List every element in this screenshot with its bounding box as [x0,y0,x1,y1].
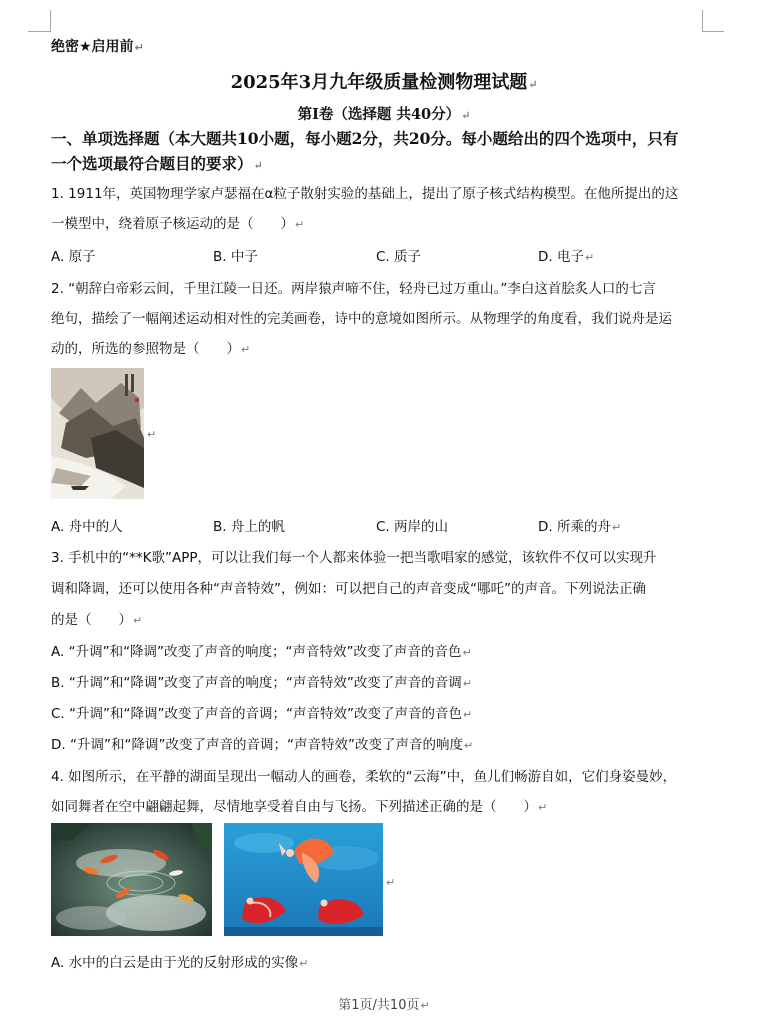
dancers-stage-photo [224,823,383,936]
paragraph-mark: ↵ [462,646,472,659]
q3-option-b: B. “升调”和“降调”改变了声音的响度；“声音特效”改变了声音的音调↵ [51,675,473,691]
koi-pond-photo [51,823,212,936]
paragraph-mark: ↵ [462,708,473,721]
exam-title: 2025年3月九年级质量检测物理试题↵ [230,72,538,93]
q4-line-2: 如同舞者在空中翩翩起舞，尽情地享受着自由与飞扬。下列描述正确的是（ ）↵ [51,799,548,815]
q1-option-d: D. 电子↵ [538,249,595,265]
crop-mark-top-right-horizontal [702,31,724,32]
paragraph-mark: ↵ [463,739,474,752]
paragraph-mark: ↵ [253,159,263,172]
section-heading-line-1: 一、单项选择题（本大题共10小题，每小题2分，共20分。每小题给出的四个选项中，只有 [51,129,679,148]
q2-option-c: C. 两岸的山 [376,519,449,535]
crop-mark-top-right-vertical [702,10,703,32]
q2-options [51,515,691,535]
q3-line-2: 调和降调，还可以使用各种“声音特效”，例如：可以把自己的声音变成“哪吒”的声音。下列说法正确 [51,581,646,597]
q3-option-a: A. “升调”和“降调”改变了声音的响度；“声音特效”改变了声音的音色↵ [51,644,472,660]
paragraph-mark: ↵ [299,957,309,970]
q1-option-c: C. 质子 [376,249,422,265]
paragraph-mark: ↵ [295,218,305,231]
q1-options [51,245,691,265]
q3-line-3: 的是（ ）↵ [51,612,143,628]
page-footer: 第1页/共10页↵ [338,998,430,1013]
paragraph-mark: ↵ [462,677,473,690]
paragraph-mark: ↵ [461,109,471,122]
q2-line-2: 绝句，描绘了一幅阐述运动相对性的完美画卷，诗中的意境如图所示。从物理学的角度看，我们说舟是运 [51,311,672,327]
q1-option-b: B. 中子 [213,249,258,265]
q1-option-a: A. 原子 [51,249,96,265]
q1-line-1: 1. 1911年，英国物理学家卢瑟福在α粒子散射实验的基础上，提出了原子核式结构模型。在他所提出的这 [51,186,679,202]
landscape-painting-image [51,368,144,499]
paragraph-mark: ↵ [133,614,143,627]
paragraph-mark: ↵ [134,41,144,54]
paragraph-mark: ↵ [584,251,595,264]
q3-option-d: D. “升调”和“降调”改变了声音的音调；“声音特效”改变了声音的响度↵ [51,737,474,753]
q2-line-3: 动的，所选的参照物是（ ）↵ [51,341,251,357]
paragraph-mark: ↵ [528,78,538,91]
paragraph-mark: ↵ [538,801,548,814]
q2-option-d: D. 所乘的舟↵ [538,519,622,535]
paragraph-mark: ↵ [241,343,251,356]
paragraph-mark: ↵ [420,999,430,1012]
q2-option-b: B. 舟上的帆 [213,519,285,535]
paragraph-mark: ↵ [386,876,396,889]
q4-option-a: A. 水中的白云是由于光的反射形成的实像↵ [51,955,309,971]
secret-label: 绝密★启用前↵ [51,39,144,55]
q3-option-c: C. “升调”和“降调”改变了声音的音调；“声音特效”改变了声音的音色↵ [51,706,473,722]
crop-mark-top-left-vertical [50,10,51,32]
paragraph-mark: ↵ [147,428,157,441]
q1-line-2: 一模型中，绕着原子核运动的是（ ）↵ [51,216,305,232]
crop-mark-top-left-horizontal [28,31,50,32]
volume-heading: 第Ⅰ卷（选择题 共40分）↵ [297,106,471,123]
q2-line-1: 2. “朝辞白帝彩云间，千里江陵一日还。两岸猿声啼不住，轻舟已过万重山。”李白这首脍炙人口的七言 [51,281,656,297]
section-heading-line-2: 一个选项最符合题目的要求）↵ [51,154,263,173]
q4-line-1: 4. 如图所示，在平静的湖面呈现出一幅动人的画卷，柔软的“云海”中，鱼儿们畅游自如，它们身姿曼妙， [51,769,677,785]
paragraph-mark: ↵ [611,521,622,534]
q3-line-1: 3. 手机中的“**K歌”APP，可以让我们每一个人都来体验一把当歌唱家的感觉，该软件不仅可以实现升 [51,550,657,566]
q2-option-a: A. 舟中的人 [51,519,123,535]
